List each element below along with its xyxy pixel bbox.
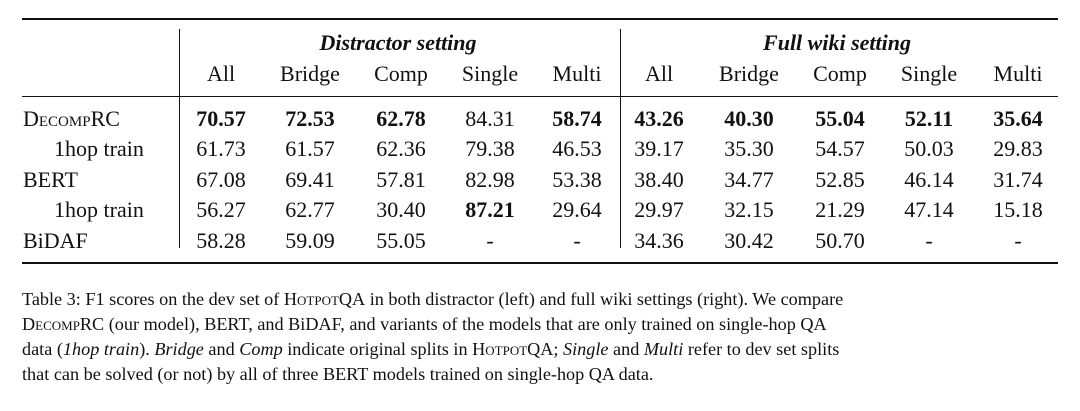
table-cell: 54.57 — [815, 136, 865, 161]
column-header: Bridge — [280, 61, 340, 86]
caption-line-4: that can be solved (or not) by all of three BERT models trained on single-hop QA data. — [22, 364, 654, 384]
table-cell: 55.05 — [376, 228, 426, 253]
column-header: Bridge — [719, 61, 779, 86]
table-cell: - — [573, 228, 581, 253]
table-cell: 69.41 — [285, 167, 335, 192]
table-cell: 87.21 — [465, 197, 515, 222]
table-cell: 52.85 — [815, 167, 865, 192]
table-caption — [22, 287, 1062, 387]
table-cell: 52.11 — [904, 106, 954, 131]
table-cell: 70.57 — [196, 106, 246, 131]
group-header-full-wiki: Full wiki setting — [763, 30, 911, 55]
table-cell: 30.42 — [724, 228, 774, 253]
table-cell: 59.09 — [285, 228, 335, 253]
table-bottom-rule — [22, 262, 1058, 264]
table-cell: - — [925, 228, 933, 253]
column-header: All — [206, 61, 236, 86]
setting-divider — [620, 29, 621, 248]
table-cell: 67.08 — [196, 167, 246, 192]
table-cell: 50.03 — [904, 136, 954, 161]
table-cell: 43.26 — [634, 106, 684, 131]
table-cell: 62.77 — [285, 197, 335, 222]
table-cell: 61.73 — [196, 136, 246, 161]
table-cell: 30.40 — [376, 197, 426, 222]
table-cell: 38.40 — [634, 167, 684, 192]
column-header: All — [644, 61, 674, 86]
table-top-rule — [22, 18, 1058, 20]
table-cell: 46.14 — [904, 167, 954, 192]
column-header: Comp — [813, 61, 867, 86]
table-cell: 39.17 — [634, 136, 684, 161]
caption-line-1: Table 3: F1 scores on the dev set of HotpotQA in both distractor (left) and full wiki settings (right). We compare — [22, 289, 844, 309]
column-header: Multi — [552, 61, 602, 86]
row-label: 1hop train — [54, 197, 144, 222]
row-label: DecompRC — [23, 106, 120, 131]
table-cell: 15.18 — [993, 197, 1043, 222]
row-label: BiDAF — [23, 228, 88, 253]
table-cell: 29.83 — [993, 136, 1043, 161]
table-cell: 57.81 — [376, 167, 426, 192]
table-cell: 47.14 — [904, 197, 954, 222]
table-cell: - — [1014, 228, 1022, 253]
table-cell: 21.29 — [815, 197, 865, 222]
table-cell: 82.98 — [465, 167, 515, 192]
column-header: Single — [461, 61, 519, 86]
table-cell: 58.74 — [552, 106, 602, 131]
table-cell: 53.38 — [552, 167, 602, 192]
table-cell: 34.36 — [634, 228, 684, 253]
row-label: BERT — [23, 167, 78, 192]
table-cell: 72.53 — [285, 106, 335, 131]
label-column-divider — [179, 29, 180, 248]
table-cell: 62.36 — [376, 136, 426, 161]
column-header: Comp — [374, 61, 428, 86]
table-cell: 34.77 — [724, 167, 774, 192]
row-label: 1hop train — [54, 136, 144, 161]
column-header: Single — [900, 61, 958, 86]
table-cell: 61.57 — [285, 136, 335, 161]
table-header-rule — [22, 96, 1058, 97]
caption-line-3: data (1hop train). Bridge and Comp indicate original splits in HotpotQA; Single and Multi refer to dev set splits — [22, 339, 840, 359]
column-header: Multi — [993, 61, 1043, 86]
table-cell: 35.64 — [993, 106, 1043, 131]
table-cell: 55.04 — [815, 106, 865, 131]
table-cell: 79.38 — [465, 136, 515, 161]
table-cell: 35.30 — [724, 136, 774, 161]
table-cell: 31.74 — [993, 167, 1043, 192]
table-cell: 58.28 — [196, 228, 246, 253]
table-cell: 62.78 — [376, 106, 426, 131]
table-cell: - — [486, 228, 494, 253]
results-table — [22, 18, 1058, 264]
table-cell: 56.27 — [196, 197, 246, 222]
table-cell: 46.53 — [552, 136, 602, 161]
table-cell: 84.31 — [465, 106, 515, 131]
table-cell: 32.15 — [724, 197, 774, 222]
group-header-distractor: Distractor setting — [319, 30, 477, 55]
table-cell: 29.97 — [634, 197, 684, 222]
table-cell: 40.30 — [724, 106, 774, 131]
table-cell: 50.70 — [815, 228, 865, 253]
table-cell: 29.64 — [552, 197, 602, 222]
caption-line-2: DecompRC (our model), BERT, and BiDAF, and variants of the models that are only trained on single-hop QA — [22, 314, 827, 334]
